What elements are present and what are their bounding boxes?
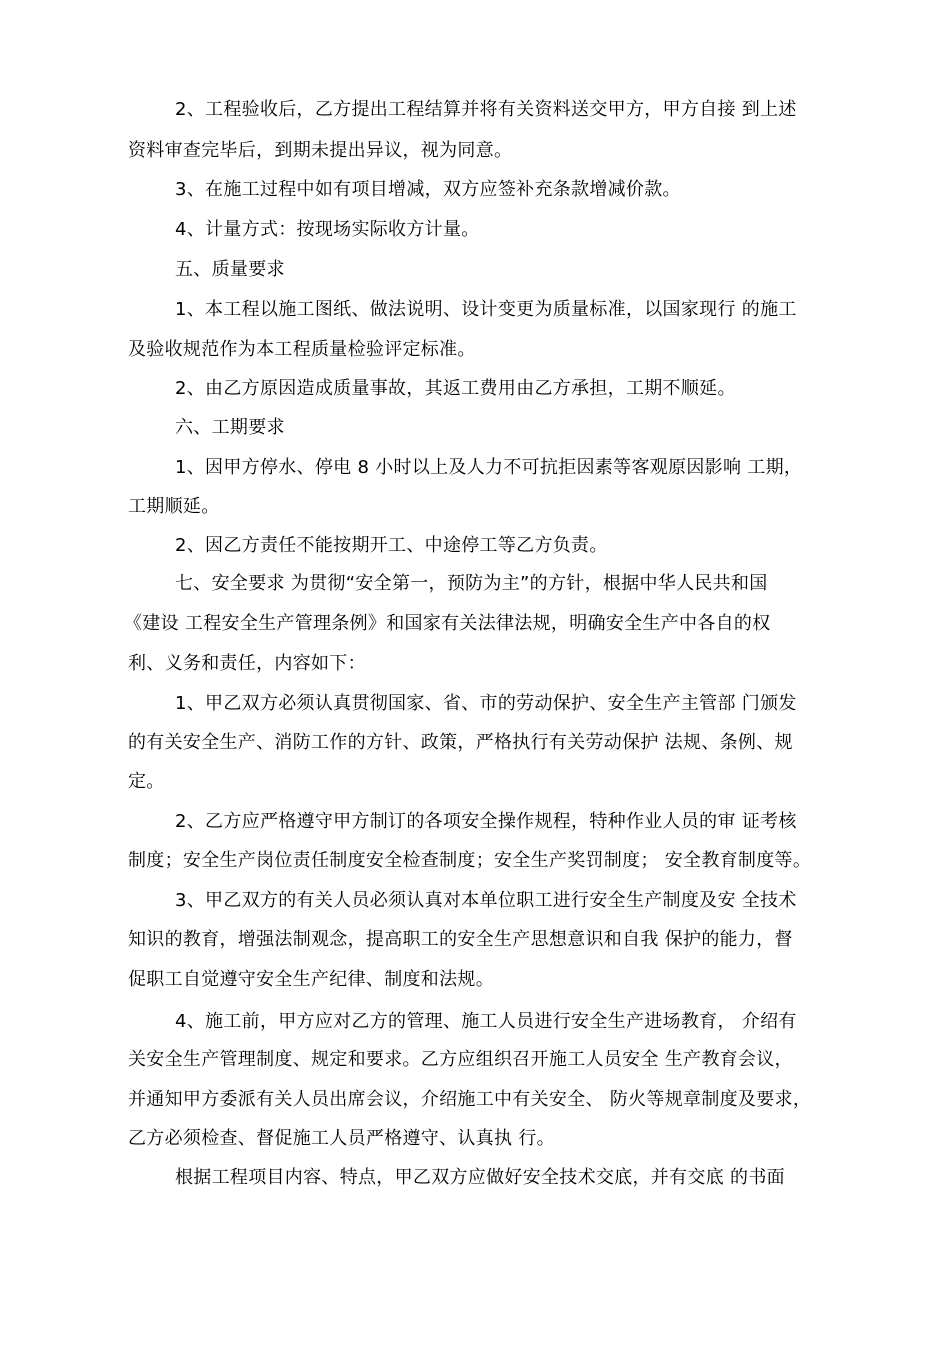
text-line: 利、义务和责任，内容如下： bbox=[128, 653, 366, 674]
text-line: 定。 bbox=[128, 771, 165, 792]
text-line: 3、在施工过程中如有项目增减，双方应签补充条款增减价款。 bbox=[175, 179, 681, 200]
text-line: 4、计量方式：按现场实际收方计量。 bbox=[175, 219, 480, 240]
text-line: 3、甲乙双方的有关人员必须认真对本单位职工进行安全生产制度及安 全技术 bbox=[175, 890, 797, 911]
text-line: 2、乙方应严格遵守甲方制订的各项安全操作规程，特种作业人员的审 证考核 bbox=[175, 811, 797, 832]
text-line: 1、因甲方停水、停电 8 小时以上及人力不可抗拒因素等客观原因影响 工期， bbox=[175, 457, 803, 478]
text-line: 工期顺延。 bbox=[128, 496, 220, 517]
text-line: 《建设 工程安全生产管理条例》和国家有关法律法规，明确安全生产中各自的权 bbox=[124, 613, 771, 634]
text-line: 资料审查完毕后，到期未提出异议，视为同意。 bbox=[128, 140, 513, 161]
text-line: 促职工自觉遵守安全生产纪律、制度和法规。 bbox=[128, 969, 494, 990]
text-line: 1、甲乙双方必须认真贯彻国家、省、市的劳动保护、安全生产主管部 门颁发 bbox=[175, 693, 797, 714]
text-line: 知识的教育，增强法制观念，提高职工的安全生产思想意识和自我 保护的能力，督 bbox=[128, 929, 793, 950]
text-line: 2、因乙方责任不能按期开工、中途停工等乙方负责。 bbox=[175, 535, 608, 556]
text-line: 4、施工前，甲方应对乙方的管理、施工人员进行安全生产进场教育， 介绍有 bbox=[175, 1011, 797, 1032]
text-line: 制度；安全生产岗位责任制度安全检查制度；安全生产奖罚制度； 安全教育制度等。 bbox=[128, 850, 812, 871]
text-line: 及验收规范作为本工程质量检验评定标准。 bbox=[128, 339, 476, 360]
text-line: 并通知甲方委派有关人员出席会议，介绍施工中有关安全、 防火等规章制度及要求， bbox=[128, 1089, 812, 1110]
text-line: 关安全生产管理制度、规定和要求。乙方应组织召开施工人员安全 生产教育会议， bbox=[128, 1049, 793, 1070]
section-heading: 七、安全要求 为贯彻“安全第一，预防为主”的方针，根据中华人民共和国 bbox=[175, 573, 768, 594]
text-line: 1、本工程以施工图纸、做法说明、设计变更为质量标准，以国家现行 的施工 bbox=[175, 299, 797, 320]
text-line: 根据工程项目内容、特点，甲乙双方应做好安全技术交底，并有交底 的书面 bbox=[175, 1167, 785, 1188]
section-heading: 五、质量要求 bbox=[175, 259, 285, 280]
section-heading: 六、工期要求 bbox=[175, 417, 285, 438]
text-line: 乙方必须检查、督促施工人员严格遵守、认真执 行。 bbox=[128, 1128, 555, 1149]
text-line: 的有关安全生产、消防工作的方针、政策，严格执行有关劳动保护 法规、条例、规 bbox=[128, 732, 793, 753]
text-line: 2、由乙方原因造成质量事故，其返工费用由乙方承担，工期不顺延。 bbox=[175, 378, 736, 399]
text-line: 2、工程验收后，乙方提出工程结算并将有关资料送交甲方，甲方自接 到上述 bbox=[175, 99, 797, 120]
